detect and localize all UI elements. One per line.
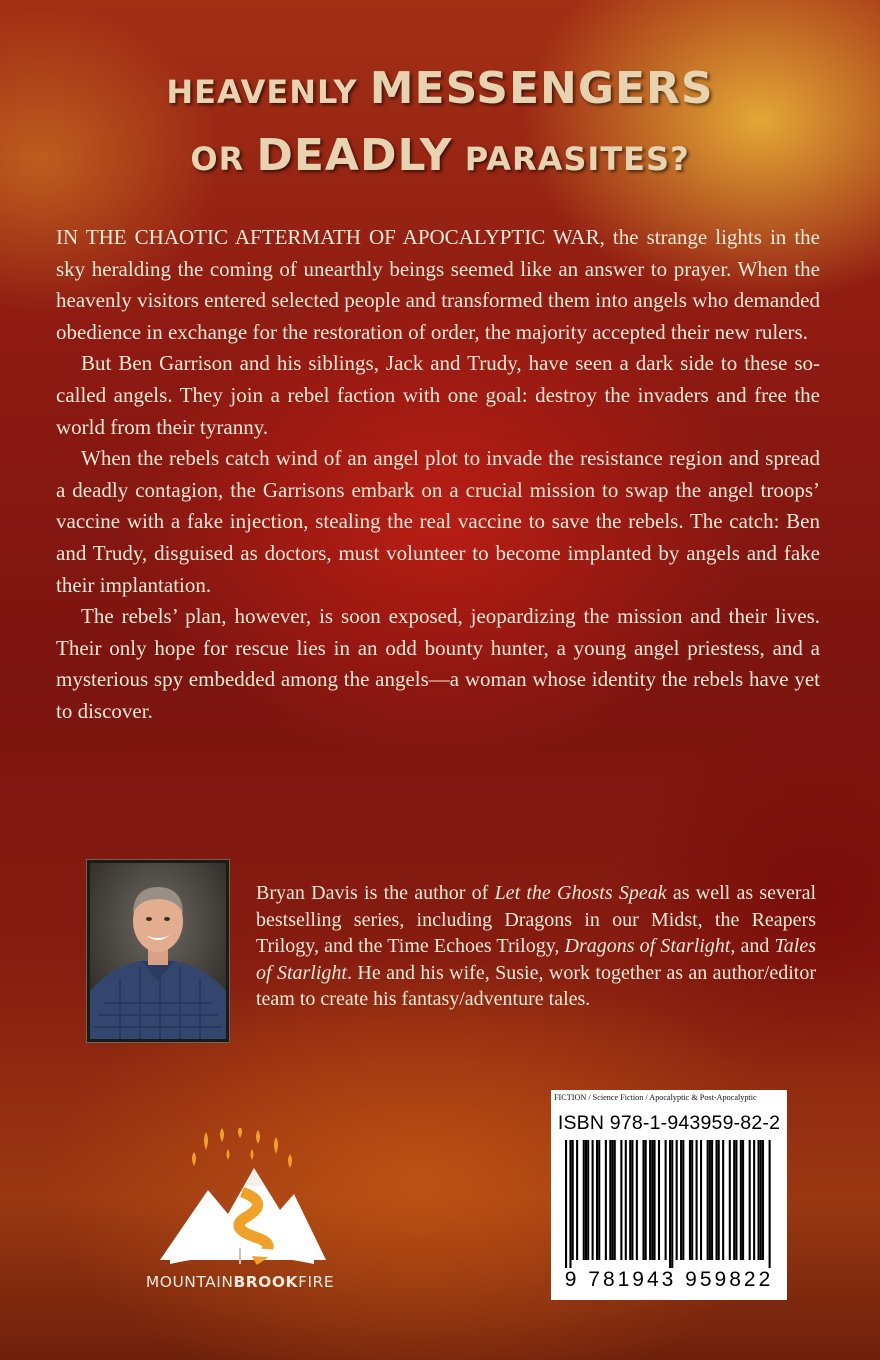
blurb-paragraph-1-text: , the strange lights in the sky heralding the coming of unearthly beings seemed like an answer to prayer. When the heavenly visitors entered selected people and transformed them into angels who demanded obedience in exchange for the restoration of order, the majority accepted their new rulers. xyxy=(56,225,820,344)
barcode-bar xyxy=(718,1140,720,1260)
barcode-bar xyxy=(753,1140,755,1260)
barcode-bar xyxy=(700,1140,702,1260)
author-bio-text-4: . He and his wife, Susie, work together as an author/editor team to create his fantasy/adventure tales. xyxy=(256,961,816,1010)
headline-word-messengers: MESSENGERS xyxy=(369,63,714,114)
barcode-bar xyxy=(709,1140,711,1260)
barcode-bar xyxy=(596,1140,598,1260)
barcode-bar xyxy=(645,1140,647,1260)
barcode-bar xyxy=(611,1140,613,1260)
barcode-bar xyxy=(583,1140,585,1260)
author-bio-text-2: as well as several bestselling series, including Dragons in our Midst, the Reapers Trilogy, and the Time Echoes Trilogy, xyxy=(256,882,817,957)
barcode-bar xyxy=(565,1140,567,1268)
headline-word-deadly: DEADLY xyxy=(256,130,453,181)
barcode-bar xyxy=(569,1140,571,1268)
headline-line-1 xyxy=(0,60,880,127)
barcode-bar xyxy=(762,1140,764,1260)
headline-word-parasites: PARASITES? xyxy=(452,140,690,178)
barcode-bar xyxy=(682,1140,684,1260)
publisher-name xyxy=(130,1273,350,1291)
barcode-bar xyxy=(605,1140,607,1260)
blurb-paragraph-2: But Ben Garrison and his siblings, Jack and Trudy, have seen a dark side to these so-called angels. They join a rebel faction with one goal: destroy the invaders and free the world from their tyranny. xyxy=(56,351,820,439)
headline-word-heavenly: HEAVENLY xyxy=(166,73,370,111)
publisher-name-part-1: MOUNTAIN xyxy=(145,1273,234,1291)
barcode-bar xyxy=(691,1140,693,1260)
barcode-bar xyxy=(729,1140,731,1260)
barcode-bar xyxy=(671,1140,673,1268)
barcode-bar xyxy=(651,1140,653,1260)
barcode-bar xyxy=(576,1140,578,1260)
book-blurb xyxy=(56,222,820,728)
barcode-bar xyxy=(742,1140,744,1260)
headline-word-or: OR xyxy=(190,140,257,178)
barcode-bar xyxy=(696,1140,698,1260)
blurb-paragraph-3: When the rebels catch wind of an angel plot to invade the resistance region and spread a deadly contagion, the Garrisons embark on a crucial mission to swap the angel troops’ vaccine with a fake injection, stealing the real vaccine to save the rebels. The catch: Ben and Trudy, disguised as doctors, must volunteer to become implanted by angels and fake their implantation. xyxy=(56,446,820,597)
barcode-bar xyxy=(707,1140,709,1260)
barcode-bar xyxy=(572,1140,574,1260)
barcode-bar xyxy=(654,1140,656,1260)
barcode-bar xyxy=(598,1140,600,1260)
barcode-bar xyxy=(758,1140,760,1260)
book-title-ghosts: Let the Ghosts Speak xyxy=(494,882,667,904)
author-portrait-illustration xyxy=(90,863,226,1039)
barcode-bar xyxy=(669,1140,671,1268)
genre-category: FICTION / Science Fiction / Apocalyptic & Post-Apocalyptic xyxy=(554,1093,757,1102)
headline xyxy=(0,60,880,194)
barcode-bar xyxy=(711,1140,713,1260)
book-title-tales-of-starlight: Tales of Starlight xyxy=(256,935,817,984)
barcode-bar xyxy=(614,1140,616,1260)
barcode-bar xyxy=(649,1140,651,1260)
headline-line-2 xyxy=(0,127,880,194)
author-photo xyxy=(87,860,229,1042)
mountain-fire-icon xyxy=(130,1128,350,1273)
barcode-icon xyxy=(565,1140,773,1268)
barcode-bar xyxy=(620,1140,622,1260)
barcode-bar xyxy=(735,1140,737,1260)
barcode-bar xyxy=(760,1140,762,1260)
blurb-paragraph-1 xyxy=(56,222,820,348)
barcode-bar xyxy=(658,1140,660,1260)
barcode-bar xyxy=(749,1140,751,1260)
publisher-logo xyxy=(130,1128,350,1298)
barcode-bar xyxy=(642,1140,644,1260)
book-title-dragons-of-starlight: Dragons of Starlight xyxy=(564,935,731,957)
isbn-label: ISBN 978-1-943959-82-2 xyxy=(557,1112,781,1134)
author-bio xyxy=(256,880,816,1013)
barcode-bar xyxy=(722,1140,724,1260)
barcode-bar xyxy=(676,1140,678,1260)
barcode-bar xyxy=(585,1140,587,1260)
author-bio-text-1: Bryan Davis is the author of xyxy=(256,882,495,904)
publisher-name-part-2: BROOK xyxy=(233,1273,299,1291)
blurb-paragraph-4: The rebels’ plan, however, is soon exposed, jeopardizing the mission and their lives. Their only hope for rescue lies in an odd bounty hunter, a young angel priestess, and a mysterious spy embedded among the angels—a woman whose identity the rebels have yet to discover. xyxy=(56,604,820,723)
isbn-barcode-panel xyxy=(551,1090,787,1300)
author-bio-text-3: , and xyxy=(730,935,775,957)
barcode-bar xyxy=(733,1140,735,1260)
barcode-bar xyxy=(665,1140,667,1260)
barcode-bar xyxy=(715,1140,717,1260)
barcode-bar xyxy=(680,1140,682,1260)
barcode-bar xyxy=(629,1140,631,1260)
barcode-bar xyxy=(609,1140,611,1260)
isbn-digits: 9 781943 959822 xyxy=(564,1268,774,1291)
barcode-bar xyxy=(631,1140,633,1260)
barcode-bar xyxy=(587,1140,589,1260)
barcode-bar xyxy=(592,1140,594,1260)
barcode-bar xyxy=(769,1140,771,1268)
publisher-name-part-3: FIRE xyxy=(298,1273,335,1291)
barcode-bar xyxy=(625,1140,627,1260)
barcode-bar xyxy=(636,1140,638,1260)
barcode-bar xyxy=(740,1140,742,1260)
blurb-lead-caps: IN THE CHAOTIC AFTERMATH OF APOCALYPTIC WAR xyxy=(56,225,600,249)
barcode-bar xyxy=(689,1140,691,1260)
